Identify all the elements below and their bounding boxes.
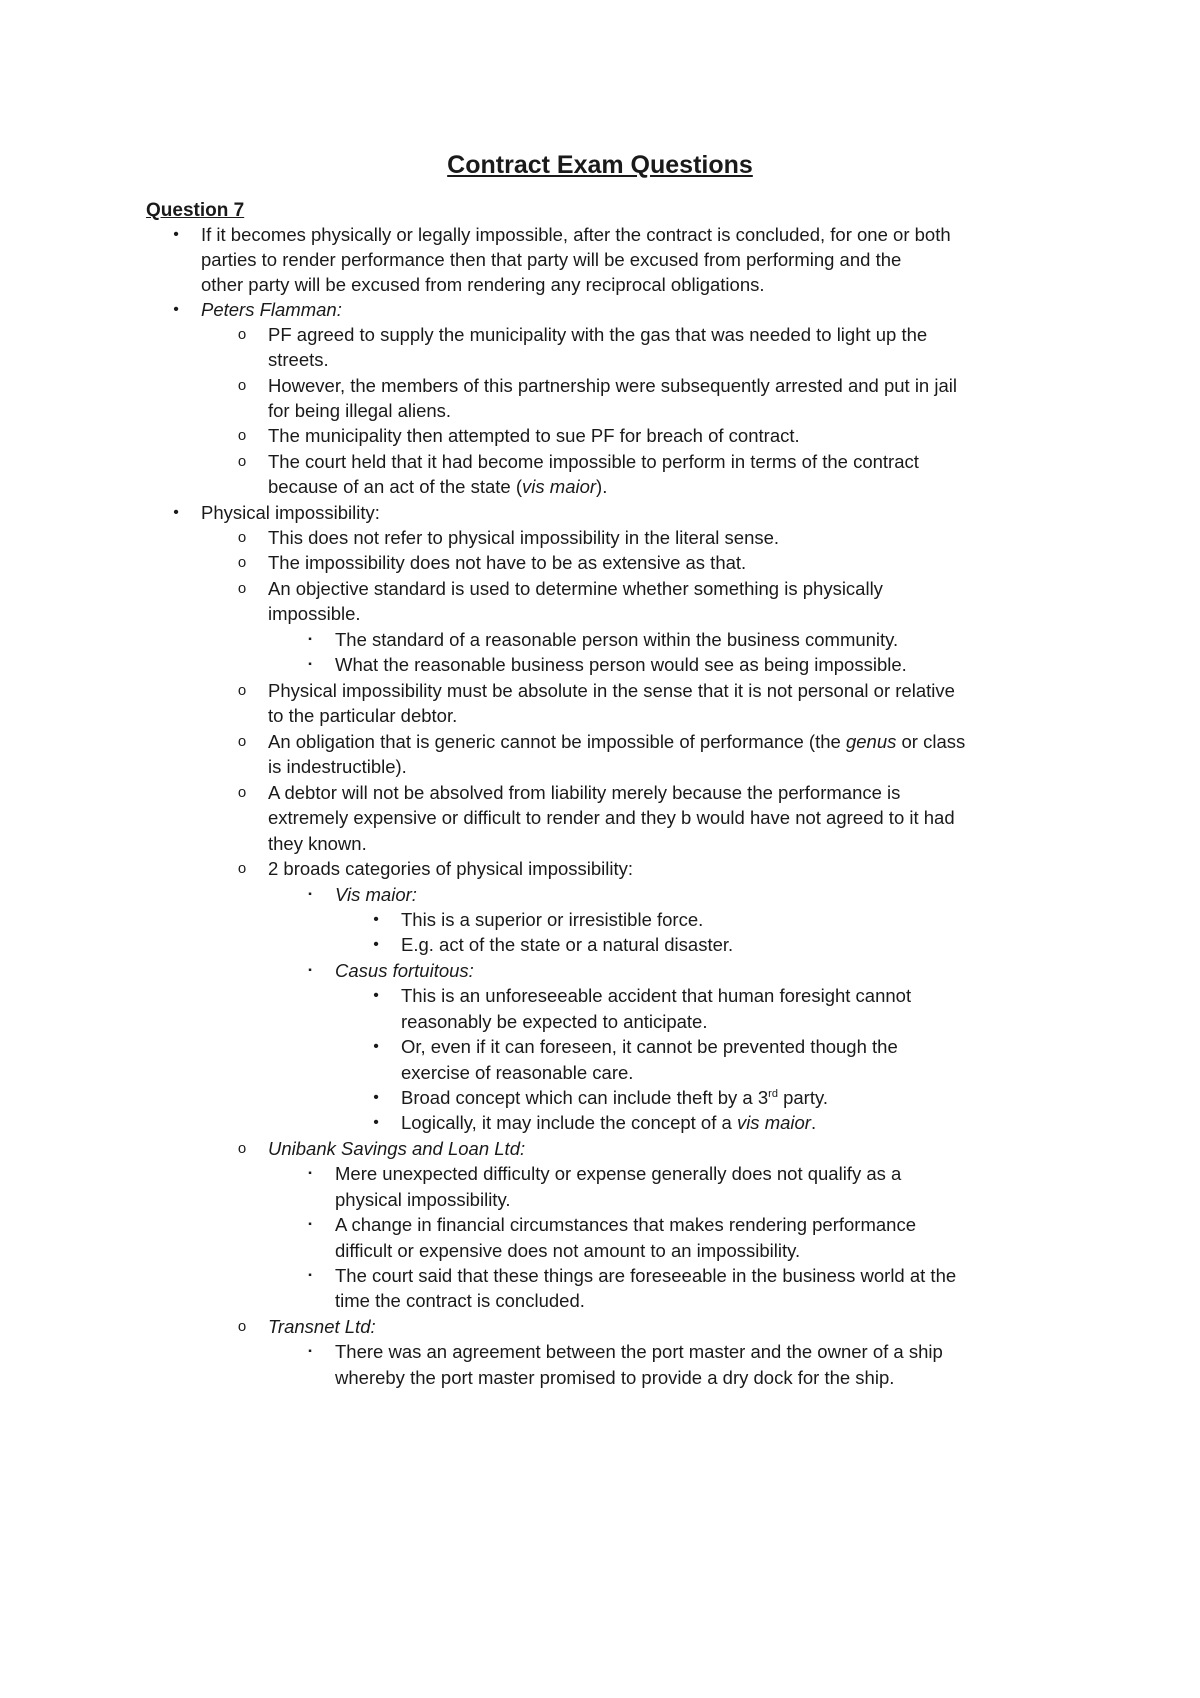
list-item-text: Casus fortuitous:: [335, 960, 474, 981]
square-marker: ▪: [308, 1346, 312, 1357]
list-item-text: time the contract is concluded.: [335, 1290, 585, 1311]
case-heading: Transnet Ltd:: [268, 1316, 376, 1337]
list-item-text: A debtor will not be absolved from liability merely because the performance is: [268, 782, 901, 803]
list-item-text: they known.: [268, 833, 367, 854]
list-item-text: E.g. act of the state or a natural disaster.: [401, 934, 734, 955]
circle-marker: o: [237, 1140, 247, 1157]
list-item-text: whereby the port master promised to provide a dry dock for the ship.: [335, 1367, 895, 1388]
list-item-text: to the particular debtor.: [268, 705, 458, 726]
list-item-text: exercise of reasonable care.: [401, 1062, 634, 1083]
bullet-marker: •: [373, 1038, 379, 1055]
list-item-text: reasonably be expected to anticipate.: [401, 1011, 708, 1032]
bullet-marker: •: [373, 936, 379, 953]
circle-marker: o: [237, 860, 247, 877]
list-item-text: Broad concept which can include theft by a 3rd party.: [401, 1087, 828, 1108]
circle-marker: o: [237, 377, 247, 394]
circle-marker: o: [237, 682, 247, 699]
bullet-marker: •: [173, 226, 179, 243]
list-item-text: for being illegal aliens.: [268, 400, 452, 421]
list-item-text: What the reasonable business person would see as being impossible.: [335, 654, 907, 675]
list-item-text: The standard of a reasonable person within the business community.: [335, 629, 899, 650]
bullet-marker: •: [373, 1114, 379, 1131]
list-item-text: A change in financial circumstances that makes rendering performance: [335, 1214, 916, 1235]
list-item-text: The court said that these things are foreseeable in the business world at the: [335, 1265, 957, 1286]
bullet-marker: •: [173, 504, 179, 521]
circle-marker: o: [237, 1318, 247, 1335]
list-item-text: difficult or expensive does not amount to an impossibility.: [335, 1240, 801, 1261]
list-item-text: Physical impossibility:: [201, 502, 380, 523]
list-item-text: impossible.: [268, 603, 361, 624]
list-item-text: physical impossibility.: [335, 1189, 511, 1210]
list-item-text: There was an agreement between the port master and the owner of a ship: [335, 1341, 943, 1362]
list-item-text: The court held that it had become impossible to perform in terms of the contract: [268, 451, 919, 472]
bullet-marker: •: [373, 987, 379, 1004]
list-item-text: Vis maior:: [335, 884, 417, 905]
list-item-text: The impossibility does not have to be as extensive as that.: [268, 552, 747, 573]
list-item-text: Physical impossibility must be absolute in the sense that it is not personal or relative: [268, 680, 955, 701]
bullet-marker: •: [373, 911, 379, 928]
list-item-text: This is a superior or irresistible force.: [401, 909, 704, 930]
list-item-text: The municipality then attempted to sue PF for breach of contract.: [268, 425, 800, 446]
case-heading: Peters Flamman:: [201, 299, 342, 320]
list-item-text: parties to render performance then that party will be excused from performing and the: [201, 249, 902, 270]
list-item-text: If it becomes physically or legally impossible, after the contract is concluded, for one or both: [201, 224, 951, 245]
circle-marker: o: [237, 784, 247, 801]
list-item-text: This does not refer to physical impossibility in the literal sense.: [268, 527, 780, 548]
list-item-text: An objective standard is used to determine whether something is physically: [268, 578, 883, 599]
list-item-text: Logically, it may include the concept of a vis maior.: [401, 1112, 817, 1133]
square-marker: ▪: [308, 965, 312, 976]
list-item-text: streets.: [268, 349, 329, 370]
list-item-text: Or, even if it can foreseen, it cannot be prevented though the: [401, 1036, 898, 1057]
page-title: Contract Exam Questions: [447, 151, 753, 179]
circle-marker: o: [237, 427, 247, 444]
circle-marker: o: [237, 453, 247, 470]
list-item-text: extremely expensive or difficult to render and they b would have not agreed to it had: [268, 807, 955, 828]
case-heading: Unibank Savings and Loan Ltd:: [268, 1138, 526, 1159]
list-item-text: PF agreed to supply the municipality with the gas that was needed to light up the: [268, 324, 928, 345]
list-item-text: An obligation that is generic cannot be impossible of performance (the genus or class: [268, 731, 966, 752]
list-item-text: is indestructible).: [268, 756, 407, 777]
square-marker: ▪: [308, 634, 312, 645]
square-marker: ▪: [308, 1270, 312, 1281]
circle-marker: o: [237, 529, 247, 546]
circle-marker: o: [237, 554, 247, 571]
square-marker: ▪: [308, 889, 312, 900]
circle-marker: o: [237, 733, 247, 750]
list-item-text: This is an unforeseeable accident that human foresight cannot: [401, 985, 912, 1006]
bullet-marker: •: [173, 301, 179, 318]
list-item-text: 2 broads categories of physical impossibility:: [268, 858, 634, 879]
list-item-text: other party will be excused from rendering any reciprocal obligations.: [201, 274, 765, 295]
square-marker: ▪: [308, 659, 312, 670]
list-item-text: However, the members of this partnership were subsequently arrested and put in jail: [268, 375, 957, 396]
bullet-marker: •: [373, 1089, 379, 1106]
question-heading: Question 7: [146, 200, 245, 221]
list-item-text: Mere unexpected difficulty or expense generally does not qualify as a: [335, 1163, 902, 1184]
list-item-text: because of an act of the state (vis maior).: [268, 476, 608, 497]
circle-marker: o: [237, 326, 247, 343]
square-marker: ▪: [308, 1168, 312, 1179]
circle-marker: o: [237, 580, 247, 597]
square-marker: ▪: [308, 1219, 312, 1230]
